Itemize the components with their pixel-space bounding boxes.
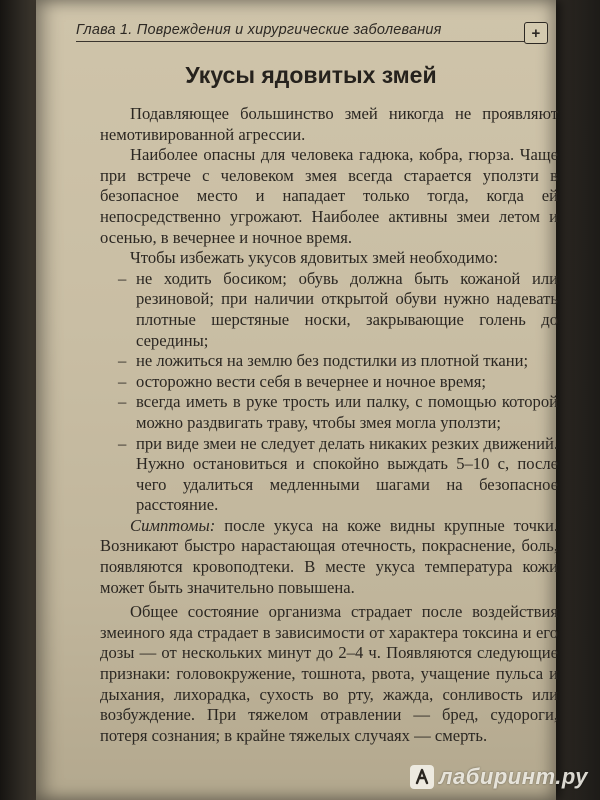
list-dash: –	[118, 268, 127, 288]
book-spine-shadow	[0, 0, 36, 800]
list-dash: –	[118, 392, 127, 412]
list-item: – всегда иметь в руке трость или палку, с помощью которой можно раздвигать траву, чтобы змея могла уползти;	[118, 392, 558, 432]
medical-plus-icon: +	[524, 22, 548, 44]
list-item: – осторожно вести себя в вечернее и ночное время;	[118, 371, 486, 391]
prevention-list	[100, 269, 558, 516]
article-body	[100, 104, 558, 746]
list-dash: –	[118, 351, 127, 371]
paragraph-dangerous-snakes: Наиболее опасны для человека гадюка, кобра, гюрза. Чаще при встрече с человеком змея всегда старается уползти в безопасное место и нападает только тогда, когда ей непосредственно угрожают. Наиболее активны змеи летом и осенью, в вечернее и ночное время.	[100, 145, 558, 247]
list-item: – не ходить босиком; обувь должна быть кожаной или резиновой; при наличии открытой обуви нужно надевать плотные шерстяные носки, закрывающие голень до середины;	[118, 268, 558, 350]
watermark	[409, 764, 588, 790]
list-item: – не ложиться на землю без подстилки из плотной ткани;	[118, 351, 529, 371]
running-head-title: Глава 1. Повреждения и хирургические заболевания	[76, 22, 442, 38]
paragraph-symptoms	[100, 516, 558, 598]
list-dash: –	[118, 371, 127, 391]
symptoms-text: после укуса на коже видны крупные точки. Возникают быстро нарастающая отечность, покраснение, боль, появляются кровоподтеки. В месте укуса температура кожи может быть значительно повышена.	[100, 515, 558, 597]
article-title: Укусы ядовитых змей	[185, 62, 437, 88]
running-head	[76, 22, 546, 42]
paragraph-intro: Подавляющее большинство змей никогда не проявляют немотивированной агрессии.	[100, 104, 558, 144]
list-item: – при виде змеи не следует делать никаких резких движений. Нужно остановиться и спокойно выждать 5–10 с, после чего удалиться медленными шагами на безопасное расстояние.	[118, 433, 558, 515]
watermark-text: лабиринт.ру	[438, 764, 588, 789]
book-right-edge	[556, 0, 600, 800]
symptoms-label: Симптомы:	[130, 515, 216, 535]
book-page	[36, 0, 556, 800]
paragraph-general-condition: Общее состояние организма страдает после воздействия змеиного яда страдает в зависимости от характера токсина и его дозы — от нескольких минут до 2–4 ч. Появляются следующие признаки: головокружение, тошнота, рвота, учащение пульса и дыхания, лихорадка, сухость во рту, жажда, сонливость или возбуждение. При тяжелом отравлении — бред, судороги, потеря сознания; в крайне тяжелых случаях — смерть.	[100, 602, 558, 745]
paragraph-prevention-intro: Чтобы избежать укусов ядовитых змей необходимо:	[130, 248, 499, 268]
labirint-logo-icon	[409, 764, 435, 790]
list-dash: –	[118, 433, 127, 453]
